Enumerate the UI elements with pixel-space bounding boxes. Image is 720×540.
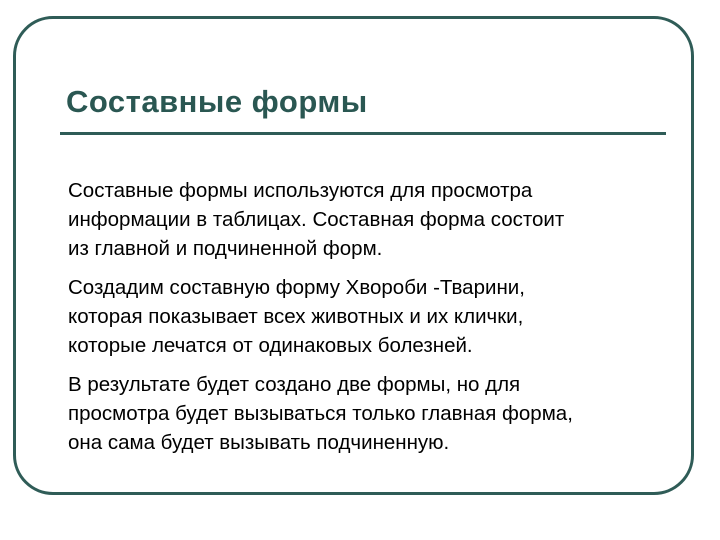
text-line: просмотра будет вызываться только главная форма,	[68, 402, 573, 425]
text-line: которые лечатся от одинаковых болезней.	[68, 334, 473, 357]
title-divider	[60, 132, 666, 135]
text-line: Составные формы используются для просмотра	[68, 179, 533, 202]
text-line: которая показывает всех животных и их клички,	[68, 305, 524, 328]
slide-body	[68, 176, 678, 467]
text-line: она сама будет вызывать подчиненную.	[68, 431, 450, 454]
text-line: информации в таблицах. Составная форма состоит	[68, 208, 565, 231]
text-line: В результате будет создано две формы, но для	[68, 373, 521, 396]
paragraph-2	[68, 273, 678, 360]
paragraph-3	[68, 370, 678, 457]
text-line: Создадим составную форму Хвороби -Тварини,	[68, 276, 525, 299]
slide-title: Составные формы	[66, 84, 368, 119]
text-line: из главной и подчиненной форм.	[68, 237, 383, 260]
paragraph-1	[68, 176, 678, 263]
